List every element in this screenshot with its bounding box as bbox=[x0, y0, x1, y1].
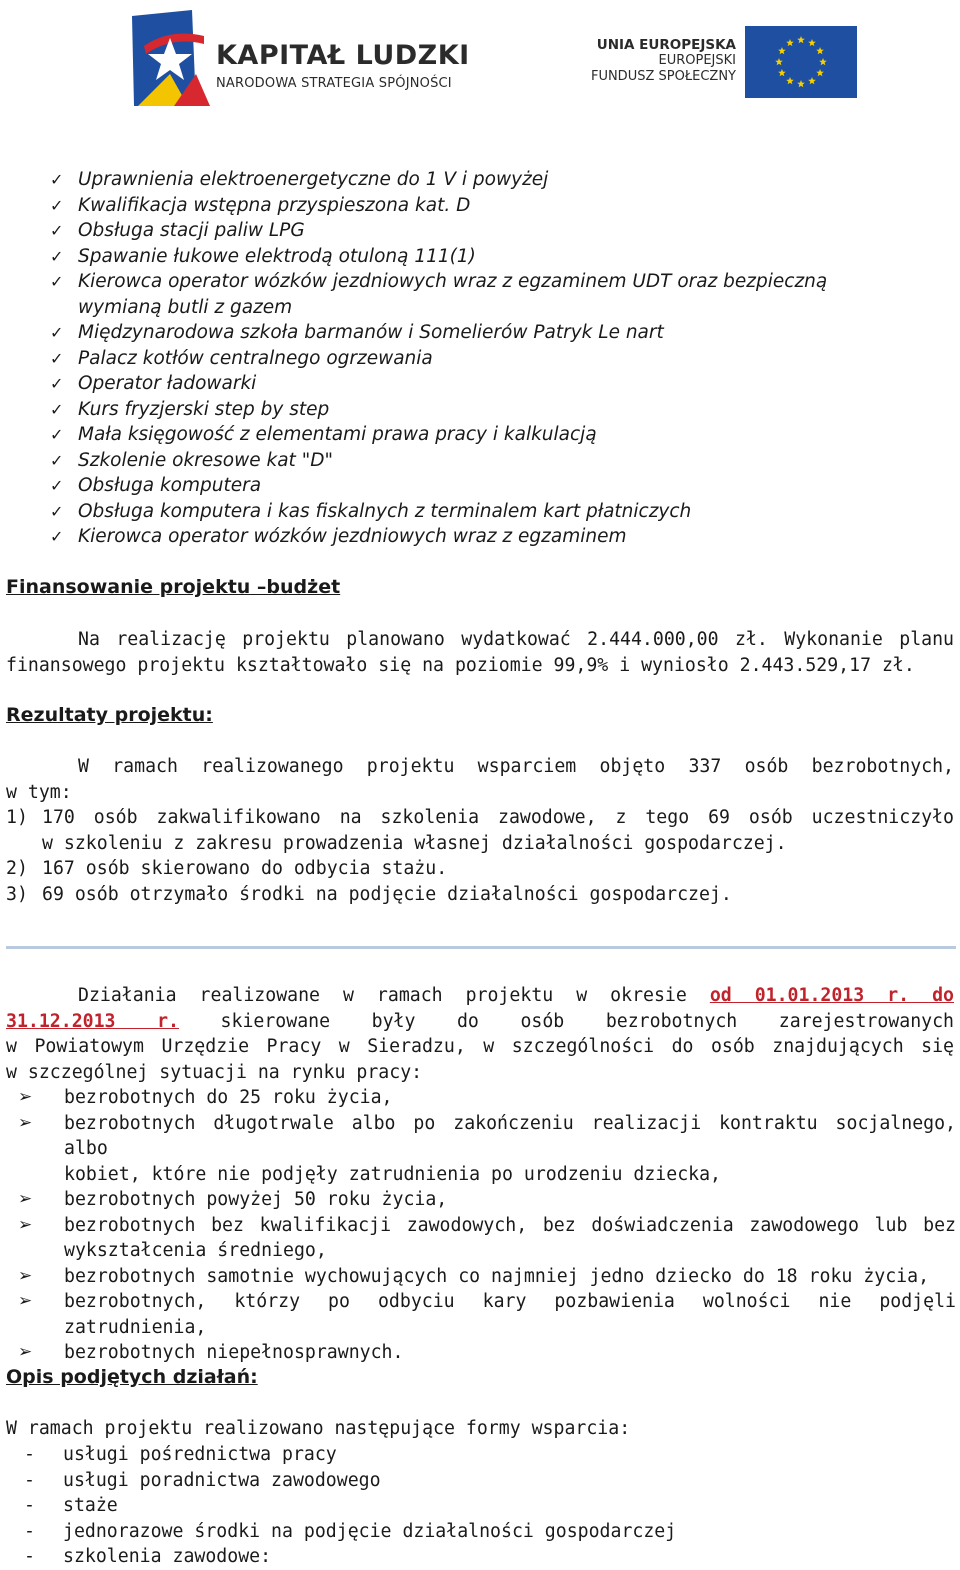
actions-line-4: w szczególnej sytuacji na rynku pracy: bbox=[6, 1061, 423, 1083]
course-item bbox=[48, 397, 958, 423]
course-item-text: Obsługa komputera i kas fiskalnych z terminalem kart płatniczych bbox=[78, 500, 692, 522]
target-group-item bbox=[18, 1213, 956, 1264]
actions-line-1 bbox=[6, 983, 954, 1009]
dash-bullet: - bbox=[24, 1520, 35, 1542]
results-item-number: 3) bbox=[6, 883, 28, 905]
course-item bbox=[48, 524, 958, 550]
section-divider bbox=[6, 946, 956, 949]
target-group-item bbox=[18, 1289, 956, 1340]
checkmark-icon: ✓ bbox=[50, 527, 64, 546]
period-from: od 01.01.2013 r. do bbox=[709, 985, 954, 1006]
arrow-bullet-icon: ➢ bbox=[18, 1087, 33, 1107]
target-group-text: bezrobotnych niepełnosprawnych. bbox=[64, 1342, 404, 1363]
actions-paragraph bbox=[6, 983, 954, 1085]
course-item-text: Kierowca operator wózków jezdniowych wraz z egzaminem UDT oraz bezpieczną bbox=[78, 271, 828, 292]
course-item-text: Kierowca operator wózków jezdniowych wraz z egzaminem bbox=[78, 526, 627, 547]
course-item-text: Uprawnienia elektroenergetyczne do 1 V i powyżej bbox=[78, 169, 549, 190]
checkmark-icon: ✓ bbox=[50, 476, 64, 495]
period-to: 31.12.2013 r. bbox=[6, 1010, 179, 1032]
target-group-text: kobiet, które nie podjęły zatrudnienia po urodzeniu dziecka, bbox=[64, 1163, 721, 1185]
results-list bbox=[6, 805, 954, 907]
course-item bbox=[48, 269, 958, 320]
actions-line-2-text: skierowane były do osób bezrobotnych zarejestrowanych bbox=[220, 1010, 954, 1032]
support-form-item bbox=[6, 1493, 954, 1519]
support-form-text: staże bbox=[63, 1495, 118, 1516]
target-group-text: wykształcenia średniego, bbox=[64, 1240, 327, 1261]
results-item bbox=[6, 882, 954, 908]
target-group-text: bezrobotnych, którzy po odbyciu kary pozbawienia wolności nie podjęli bbox=[64, 1291, 956, 1312]
dash-bullet: - bbox=[24, 1469, 35, 1491]
kapital-ludzki-subtitle: NARODOWA STRATEGIA SPÓJNOŚCI bbox=[216, 76, 452, 91]
actions-line-3: w Powiatowym Urzędzie Pracy w Sieradzu, w szczególności do osób znajdujących się bbox=[6, 1036, 954, 1057]
page-header bbox=[0, 0, 960, 110]
results-item-number: 2) bbox=[6, 858, 28, 879]
target-group-text: bezrobotnych bez kwalifikacji zawodowych, bez doświadczenia zawodowego lub bez bbox=[64, 1214, 956, 1236]
checkmark-icon: ✓ bbox=[50, 399, 64, 419]
course-item bbox=[48, 218, 958, 244]
target-group-text: bezrobotnych długotrwale albo po zakończeniu realizacji kontraktu socjalnego, albo bbox=[64, 1112, 956, 1159]
support-form-text: jednorazowe środki na podjęcie działalności gospodarczej bbox=[63, 1520, 677, 1542]
support-form-item bbox=[6, 1544, 954, 1570]
course-list bbox=[48, 167, 958, 550]
course-item bbox=[48, 448, 958, 474]
arrow-bullet-icon: ➢ bbox=[18, 1265, 33, 1286]
course-item bbox=[48, 371, 958, 397]
eu-logo-line2: EUROPEJSKI bbox=[658, 53, 736, 68]
support-form-item bbox=[6, 1468, 954, 1494]
target-groups-list bbox=[18, 1085, 956, 1366]
target-group-text: zatrudnienia, bbox=[64, 1316, 207, 1338]
course-item-text: Szkolenie okresowe kat "D" bbox=[78, 449, 333, 471]
checkmark-icon: ✓ bbox=[50, 348, 64, 368]
arrow-bullet-icon: ➢ bbox=[18, 1189, 33, 1209]
checkmark-icon: ✓ bbox=[50, 425, 64, 444]
course-item bbox=[48, 244, 958, 270]
course-item-text: Obsługa komputera bbox=[78, 475, 262, 496]
actions-line-2 bbox=[6, 1009, 954, 1035]
course-item-text: Międzynarodowa szkoła barmanów i Somelierów Patryk Le nart bbox=[78, 322, 664, 343]
checkmark-icon: ✓ bbox=[50, 195, 64, 215]
course-item-text: Obsługa stacji paliw LPG bbox=[78, 220, 305, 241]
dash-bullet: - bbox=[24, 1495, 35, 1516]
course-item-text: Kwalifikacja wstępna przyspieszona kat. D bbox=[78, 194, 471, 216]
description-heading: Opis podjętych działań: bbox=[6, 1366, 258, 1388]
checkmark-icon: ✓ bbox=[50, 170, 64, 189]
results-item-number: 1) bbox=[6, 807, 28, 828]
kapital-ludzki-title: KAPITAŁ LUDZKI bbox=[216, 40, 470, 71]
support-form-item bbox=[6, 1442, 954, 1468]
checkmark-icon: ✓ bbox=[50, 323, 64, 342]
results-item bbox=[6, 805, 954, 856]
course-item bbox=[48, 193, 958, 219]
target-group-text: bezrobotnych do 25 roku życia, bbox=[64, 1087, 393, 1108]
description-intro: W ramach projektu realizowano następujące formy wsparcia: bbox=[6, 1418, 631, 1439]
eu-logo-line1: UNIA EUROPEJSKA bbox=[596, 37, 736, 53]
arrow-bullet-icon: ➢ bbox=[18, 1291, 33, 1311]
finance-heading: Finansowanie projektu –budżet bbox=[6, 576, 341, 598]
arrow-bullet-icon: ➢ bbox=[18, 1214, 33, 1235]
dash-bullet: - bbox=[24, 1444, 35, 1465]
dash-bullet: - bbox=[24, 1546, 35, 1567]
actions-line-1-text: Działania realizowane w ramach projektu w okresie bbox=[78, 985, 687, 1006]
checkmark-icon: ✓ bbox=[50, 501, 64, 521]
results-intro-line-1: W ramach realizowanego projektu wsparciem objęto 337 osób bezrobotnych, bbox=[78, 756, 954, 777]
finance-paragraph bbox=[6, 627, 954, 678]
results-item-text: 69 osób otrzymało środki na podjęcie działalności gospodarczej. bbox=[42, 883, 732, 905]
course-item bbox=[48, 346, 958, 372]
target-group-text: bezrobotnych samotnie wychowujących co najmniej jedno dziecko do 18 roku życia, bbox=[64, 1265, 930, 1287]
course-item bbox=[48, 167, 958, 193]
course-item bbox=[48, 499, 958, 525]
eu-logo-text bbox=[591, 38, 736, 85]
results-item bbox=[6, 856, 954, 882]
course-item-text: Mała księgowość z elementami prawa pracy i kalkulacją bbox=[78, 424, 597, 445]
target-group-item bbox=[18, 1340, 956, 1366]
support-form-item bbox=[6, 1519, 954, 1545]
checkmark-icon: ✓ bbox=[50, 272, 64, 291]
support-form-text: usługi pośrednictwa pracy bbox=[63, 1444, 337, 1465]
arrow-bullet-icon: ➢ bbox=[18, 1342, 33, 1362]
results-item-text: 167 osób skierowano do odbycia stażu. bbox=[42, 858, 448, 879]
target-group-item bbox=[18, 1111, 956, 1188]
course-item-text: Spawanie łukowe elektrodą otuloną 111(1) bbox=[78, 245, 476, 267]
finance-line-1: Na realizację projektu planowano wydatkować 2.444.000,00 zł. Wykonanie planu bbox=[78, 629, 954, 650]
checkmark-icon: ✓ bbox=[50, 246, 64, 266]
target-group-item bbox=[18, 1085, 956, 1111]
course-item-text: Operator ładowarki bbox=[78, 373, 257, 394]
results-intro bbox=[6, 754, 954, 805]
finance-line-2: finansowego projektu kształtowało się na poziomie 99,9% i wyniosło 2.443.529,17 zł. bbox=[6, 654, 915, 676]
course-item-text: wymianą butli z gazem bbox=[78, 296, 293, 318]
eu-flag-icon bbox=[745, 26, 857, 98]
support-form-text: usługi poradnictwa zawodowego bbox=[63, 1469, 381, 1491]
arrow-bullet-icon: ➢ bbox=[18, 1112, 33, 1133]
course-item bbox=[48, 473, 958, 499]
course-item-text: Palacz kotłów centralnego ogrzewania bbox=[78, 347, 433, 369]
target-group-item bbox=[18, 1264, 956, 1290]
results-item-text: w szkoleniu z zakresu prowadzenia własnej działalności gospodarczej. bbox=[42, 832, 787, 854]
course-item bbox=[48, 422, 958, 448]
target-group-text: bezrobotnych powyżej 50 roku życia, bbox=[64, 1189, 448, 1210]
support-forms-list bbox=[6, 1442, 954, 1570]
results-heading: Rezultaty projektu: bbox=[6, 704, 213, 726]
checkmark-icon: ✓ bbox=[50, 221, 64, 240]
support-form-text: szkolenia zawodowe: bbox=[63, 1546, 272, 1567]
results-intro-line-2: w tym: bbox=[6, 781, 72, 803]
course-item-text: Kurs fryzjerski step by step bbox=[78, 398, 330, 420]
checkmark-icon: ✓ bbox=[50, 374, 64, 393]
course-item bbox=[48, 320, 958, 346]
results-item-text: 170 osób zakwalifikowano na szkolenia zawodowe, z tego 69 osób uczestniczyło bbox=[42, 807, 954, 828]
checkmark-icon: ✓ bbox=[50, 450, 64, 470]
target-group-item bbox=[18, 1187, 956, 1213]
eu-logo-line3: FUNDUSZ SPOŁECZNY bbox=[590, 69, 736, 84]
